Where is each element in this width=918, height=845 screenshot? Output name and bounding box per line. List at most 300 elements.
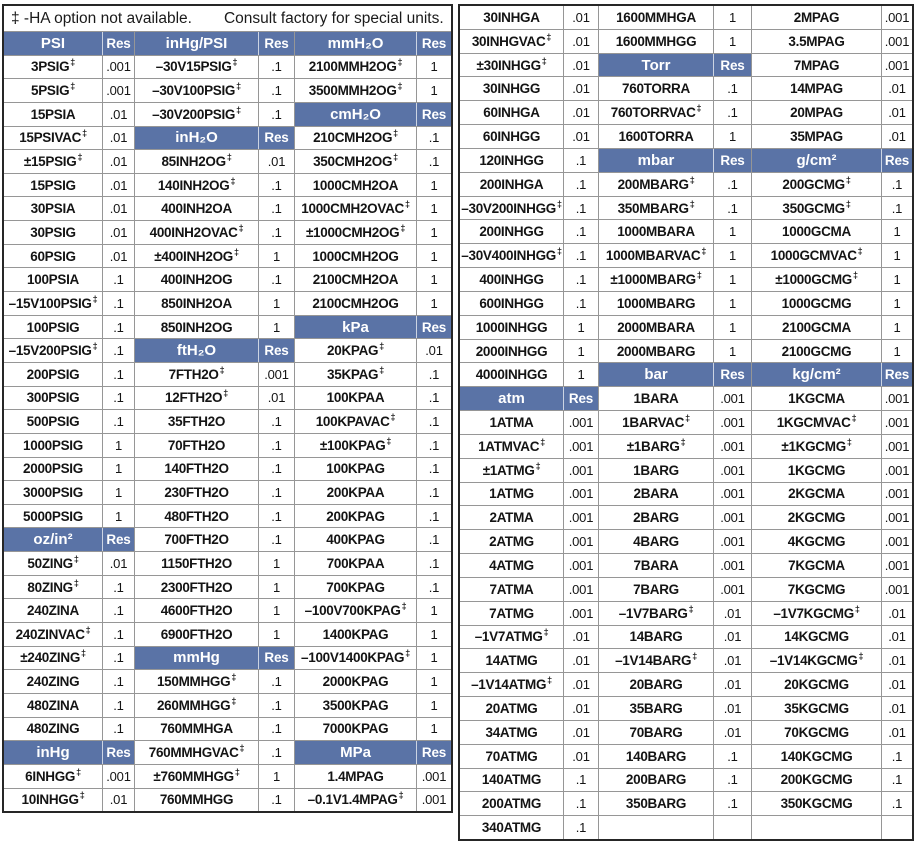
footnote-row [4,6,451,32]
range-code-text: 7ATMG [489,605,534,621]
range-code-text: 200KPAG [326,508,385,524]
range-row [4,292,134,316]
range-code-text: 1KGCMG [787,462,846,478]
res-value-cell: 1 [272,555,281,571]
range-row [460,340,598,364]
res-value-cell: .1 [113,626,124,642]
res-value-cell: .1 [113,697,124,713]
range-code-text: ±15PSIG‡ [23,152,83,170]
dagger-mark: ‡ [223,388,228,399]
range-row [599,459,751,483]
res-value-cell: .01 [888,105,906,121]
range-code-cell [752,649,882,672]
range-code-text: 350GCMG‡ [782,198,851,216]
res-value-cell: .01 [888,700,906,716]
range-code-cell [295,339,417,362]
range-row [460,554,598,578]
dagger-mark: ‡ [393,152,398,163]
consult-factory-note: Consult factory for special units. [223,9,444,27]
res-value-cell: .1 [727,200,738,216]
dagger-mark: ‡ [400,222,406,233]
dagger-mark: ‡ [238,222,244,233]
range-code-text: 400INH2OA [161,201,232,217]
range-code-text: 4BARG [633,534,679,550]
unit-column-0 [4,32,134,811]
res-value-cell: .01 [572,700,590,716]
range-code-text: 140FTH2O [164,461,229,477]
range-code-cell [295,623,417,646]
dagger-mark: ‡ [397,81,403,92]
range-row [295,174,451,198]
res-header-label: Res [720,367,745,383]
dagger-mark: ‡ [92,341,98,352]
range-row [135,694,294,718]
range-code-text: 2000KPAG [322,674,389,690]
range-code-text: 2BARA [633,486,679,502]
range-code-cell [295,528,417,551]
unit-header-label: kPa [295,316,417,339]
res-value-cell: .01 [109,154,128,170]
range-code-cell [752,54,882,77]
range-row [4,599,134,623]
res-value-cell: 1 [114,437,123,453]
res-value-cell: 1 [893,295,901,311]
range-code-text: 5PSIG‡ [31,81,75,99]
range-code-cell [135,150,259,173]
res-value-cell: .1 [575,772,587,788]
range-row [295,197,451,221]
range-code-cell [4,694,103,717]
range-row [460,530,598,554]
res-value-cell: .01 [723,605,742,621]
range-code-cell [599,125,714,148]
range-row [752,292,912,316]
res-value-cell: .001 [106,768,131,784]
dagger-mark: ‡ [386,435,392,446]
range-code-text: 3500MMH2OG‡ [308,81,403,99]
range-code-cell [4,127,103,150]
range-row [135,599,294,623]
range-code-text: 70BARG [629,724,683,740]
res-value-cell: 1 [430,59,438,75]
dagger-mark: ‡ [219,364,225,375]
range-code-cell [752,340,882,363]
range-code-cell [135,316,259,339]
range-code-text: 1KGCMA [788,391,845,407]
unit-header-label: bar [599,363,714,386]
dagger-mark: ‡ [236,81,241,92]
res-value-cell: .001 [568,581,594,597]
range-row [4,221,134,245]
range-row [135,410,294,434]
range-code-text: 70KGCMG [784,724,849,740]
dagger-mark: ‡ [846,436,852,447]
range-code-text: 1ATMVAC‡ [478,436,545,454]
res-value-cell: .001 [568,486,594,502]
range-row [295,528,451,552]
dagger-mark: ‡ [390,412,396,423]
range-code-text: 140ATMG [481,772,542,788]
range-code-text: 1ATMG [489,486,534,502]
range-row [295,56,451,80]
range-code-cell [460,721,564,744]
range-code-text: 7MPAG [793,57,840,73]
range-row [4,339,134,363]
range-code-cell [599,554,714,577]
res-value-cell: 1 [728,343,737,359]
res-value-cell: .1 [113,414,124,430]
range-row [599,6,751,30]
empty-res-cell [882,816,912,839]
range-row [135,292,294,316]
range-row [295,718,451,742]
range-code-text: 70ATMG [485,748,538,764]
range-code-cell [135,221,259,244]
res-value-cell: .001 [884,534,910,550]
range-code-text: –15V200PSIG‡ [8,341,98,359]
range-code-cell [4,670,103,693]
range-row [295,221,451,245]
range-code-text: –1V14KGCMG‡ [769,651,864,669]
res-value-cell: .1 [428,532,440,548]
range-code-text: 1000GCMG [781,295,852,311]
res-value-cell: .001 [720,510,745,526]
unit-column-2 [751,6,912,839]
res-value-cell: 1 [272,295,281,311]
res-header-label: Res [421,745,447,761]
range-code-cell [4,363,103,386]
range-code-text: 200MBARG‡ [617,174,695,192]
range-code-cell [599,6,714,29]
range-code-text: 1400KPAG [322,626,389,642]
range-code-cell [460,792,564,815]
res-value-cell: 1 [430,603,438,619]
range-code-text: ±760MMHGG‡ [153,766,240,784]
range-code-text: 1600MMHGG [615,33,697,49]
range-code-cell [4,647,103,670]
range-code-cell [460,220,564,243]
range-row [295,434,451,458]
range-code-text: 100KPAVAC‡ [315,412,396,430]
range-code-cell [460,673,564,696]
range-code-cell [135,576,259,599]
res-value-cell: .1 [113,603,124,619]
range-code-cell [599,30,714,53]
range-row [4,268,134,292]
range-row [135,174,294,198]
dagger-footnote: ‡ -HA option not available. [11,9,192,27]
range-code-text: –0.1V1.4MPAG‡ [307,790,404,808]
range-row [135,789,294,812]
res-header-label: Res [106,532,131,548]
res-value-cell: .001 [264,366,289,382]
range-row [460,459,598,483]
res-value-cell: .1 [271,484,282,500]
res-value-cell: .01 [109,177,128,193]
range-code-text: –30V200INHGG‡ [461,198,562,216]
range-code-text: 2MPAG [793,9,840,25]
range-row [135,150,294,174]
res-value-cell: .1 [727,81,738,97]
range-row [4,79,134,103]
unit-section-header [460,387,598,411]
range-code-text: 100KPAA [326,390,385,406]
res-value-cell: .001 [884,9,910,25]
range-row [752,30,912,54]
range-code-cell [295,292,417,315]
range-code-text: –30V400INHGG‡ [461,246,562,264]
res-value-cell: .1 [271,697,282,713]
range-code-cell [752,626,882,649]
range-row [295,670,451,694]
unit-section-header [4,32,134,56]
range-row [752,77,912,101]
range-code-cell [599,173,714,196]
res-value-cell: .001 [568,534,594,550]
range-code-cell [460,459,564,482]
range-row [135,741,294,765]
range-code-text: 400INHGG [479,272,544,288]
range-code-text: 760TORRVAC‡ [610,103,702,121]
res-value-cell: .1 [428,437,440,453]
res-value-cell: .1 [113,319,124,335]
range-code-text: ±400INH2OG‡ [154,246,239,264]
res-value-cell: .1 [271,59,282,75]
range-code-text: –1V7ATMG‡ [474,627,549,645]
res-value-cell: .001 [884,557,910,573]
empty-range-cell [752,816,882,839]
range-code-cell [295,434,417,457]
range-code-cell [599,626,714,649]
res-value-cell: .01 [109,201,128,217]
res-value-cell: .001 [720,534,745,550]
range-row [460,220,598,244]
range-code-cell [135,741,259,764]
range-row [460,6,598,30]
res-value-cell: .001 [884,510,910,526]
range-code-cell [135,694,259,717]
range-row [599,483,751,507]
range-code-cell [460,506,564,529]
range-code-cell [295,127,417,150]
dagger-mark: ‡ [689,174,695,185]
dagger-mark: ‡ [858,651,864,662]
range-code-cell [752,435,882,458]
res-value-cell: .01 [572,105,590,121]
range-code-text: 850INH2OA [161,295,232,311]
range-code-text: 230FTH2O [164,484,229,500]
range-code-text: 60INHGG [482,129,541,145]
dagger-mark: ‡ [401,601,407,612]
res-value-cell: 1 [728,248,737,264]
range-code-cell [4,221,103,244]
range-code-text: 30INHGVAC‡ [471,31,552,49]
range-row [4,150,134,174]
range-row [460,578,598,602]
res-header-label: Res [106,35,131,51]
res-value-cell: .01 [888,629,906,645]
range-code-cell [460,173,564,196]
range-code-cell [135,599,259,622]
res-value-cell: .001 [568,438,594,454]
range-code-cell [460,435,564,458]
range-code-text: 85INH2OG‡ [161,152,232,170]
res-value-cell: .001 [720,438,745,454]
range-row [4,647,134,671]
range-row [295,694,451,718]
range-code-cell [135,434,259,457]
range-code-cell [4,316,103,339]
range-code-text: 4ATMG [489,557,534,573]
range-code-text: 700KPAG [326,579,385,595]
range-code-cell [752,30,882,53]
range-row [460,244,598,268]
unit-section-header [4,741,134,765]
range-row [752,483,912,507]
res-value-cell: .001 [884,581,910,597]
range-row [752,769,912,793]
range-code-cell [460,554,564,577]
res-value-cell: .01 [109,792,128,808]
range-row [460,649,598,673]
range-row [599,101,751,125]
res-value-cell: .001 [106,59,131,75]
res-value-cell: 1 [272,603,281,619]
range-code-cell [460,149,564,172]
range-row [135,765,294,789]
range-row [135,268,294,292]
range-code-cell [135,552,259,575]
range-row [4,623,134,647]
range-code-text: 140INH2OG‡ [157,175,236,193]
range-code-text: 350MBARG‡ [617,198,695,216]
range-row [599,649,751,673]
range-code-text: 14MPAG [790,81,843,97]
range-code-text: ±30INHGG‡ [476,55,547,73]
res-value-cell: .001 [568,605,594,621]
range-code-text: 2KGCMA [788,486,845,502]
unit-column-0 [460,6,598,839]
res-value-cell: .01 [888,677,906,693]
range-code-cell [295,552,417,575]
range-code-text: 500PSIG [26,414,80,430]
range-row [135,481,294,505]
range-code-text: 7FTH2O‡ [168,364,225,382]
res-value-cell: .1 [113,343,124,359]
res-value-cell: .001 [720,557,745,573]
range-code-text: 12FTH2O‡ [165,388,228,406]
range-code-text: 340ATMG [481,820,542,836]
range-row [135,56,294,80]
dagger-mark: ‡ [845,198,851,209]
range-code-cell [599,268,714,291]
range-row [752,173,912,197]
range-code-cell [135,292,259,315]
unit-header-label: kg/cm² [752,363,882,386]
res-header-label: Res [264,130,289,146]
range-code-text: 260MMHGG‡ [156,695,237,713]
range-code-cell [295,221,417,244]
res-value-cell: .01 [572,9,590,25]
range-row [599,292,751,316]
range-code-cell [460,268,564,291]
range-code-text: 30PSIA [30,201,76,217]
range-code-cell [4,410,103,433]
range-code-cell [752,578,882,601]
range-code-text: 80ZING‡ [27,577,79,595]
range-code-text: 1000CMH2OA [312,177,399,193]
range-code-cell [4,623,103,646]
range-code-text: –1V14BARG‡ [615,651,697,669]
range-code-text: 700FTH2O [164,532,229,548]
range-row [599,721,751,745]
range-code-text: 35FTH2O [167,414,226,430]
range-code-cell [4,765,103,788]
res-value-cell: 1 [430,674,438,690]
range-code-text: 1150FTH2O [161,555,232,571]
range-row [4,56,134,80]
res-header-label: Res [568,391,594,407]
range-code-text: 2100MMH2OG‡ [308,57,403,75]
range-row [752,387,912,411]
dagger-mark: ‡ [685,412,690,423]
res-value-cell: 1 [430,177,438,193]
res-value-cell: .01 [888,81,906,97]
res-value-cell: .001 [884,57,910,73]
range-row [599,77,751,101]
range-code-cell [4,458,103,481]
dagger-mark: ‡ [231,695,237,706]
range-row [295,150,451,174]
range-row [135,387,294,411]
range-code-text: 15PSIVAC‡ [19,128,87,146]
range-code-text: 30INHGA [483,9,540,25]
range-row [460,673,598,697]
range-code-text: 200KPAA [326,484,385,500]
range-code-cell [135,670,259,693]
range-code-text: 7ATMA [489,581,534,597]
res-value-cell: .1 [428,484,440,500]
range-row [460,769,598,793]
range-code-text: –1V7BARG‡ [618,603,694,621]
range-code-text: 3.5MPAG [788,33,845,49]
res-value-cell: .01 [723,653,742,669]
res-header-label: Res [264,650,289,666]
range-code-cell [295,268,417,291]
res-value-cell: 1 [430,295,438,311]
unit-section-header [599,149,751,173]
range-code-text: 2100CMH2OG [312,295,399,311]
range-row [752,649,912,673]
range-code-cell [752,6,882,29]
range-row [460,30,598,54]
range-row [460,292,598,316]
range-code-cell [295,79,417,102]
range-code-cell [752,792,882,815]
range-row [295,623,451,647]
range-code-cell [295,789,417,812]
range-code-text: ±1KGCMG‡ [781,436,852,454]
range-row [599,387,751,411]
res-value-cell: .1 [891,748,903,764]
res-value-cell: 1 [430,201,438,217]
range-code-cell [599,721,714,744]
range-code-text: 20KPAG‡ [327,341,384,359]
range-code-text: 760MMHGVAC‡ [148,743,245,761]
range-code-text: 2KGCMG [787,510,846,526]
unit-section-header [135,32,294,56]
res-value-cell: .001 [884,438,910,454]
